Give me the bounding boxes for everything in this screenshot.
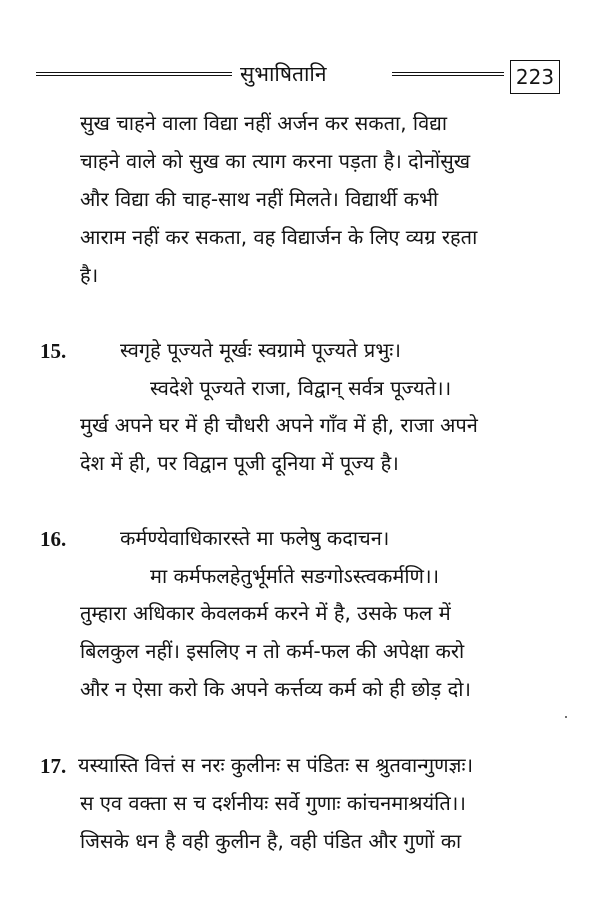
page-number: 223 (510, 60, 560, 94)
intro-line-5: है। (80, 263, 99, 287)
verse-16-sanskrit-2: मा कर्मफलहेतुर्भूर्माते सङगोऽस्त्वकर्मणि।। (150, 564, 440, 588)
book-title: सुभाषितानि (240, 62, 327, 86)
intro-line-2: चाहने वाले को सुख का त्याग करना पड़ता है। दोनोंसुख (80, 149, 471, 173)
intro-line-4: आराम नहीं कर सकता, वह विद्यार्जन के लिए व्यग्र रहता (80, 225, 478, 249)
verse-16-meaning-1: तुम्हारा अधिकार केवलकर्म करने में है, उसके फल में (80, 601, 451, 625)
verse-16-meaning-3: और न ऐसा करो कि अपने कर्त्तव्य कर्म को ही छोड़ दो। (80, 677, 471, 701)
header-rule-left (36, 72, 232, 76)
stray-mark (565, 716, 567, 718)
verse-16-sanskrit-1: कर्मण्येवाधिकारस्ते मा फलेषु कदाचन। (120, 526, 390, 550)
intro-line-3: और विद्या की चाह-साथ नहीं मिलते। विद्यार्थी कभी (80, 187, 439, 211)
verse-number-15: 15. (40, 339, 67, 363)
verse-number-16: 16. (40, 527, 67, 551)
verse-number-17: 17. (40, 754, 67, 778)
header-rule-right (392, 72, 504, 76)
verse-16-meaning-2: बिलकुल नहीं। इसलिए न तो कर्म-फल की अपेक्षा करो (80, 639, 465, 663)
page-header (36, 60, 564, 96)
verse-17-sanskrit-2: स एव वक्ता स च दर्शनीयः सर्वे गुणाः कांचनमाश्रयंति।। (80, 791, 466, 815)
intro-line-1: सुख चाहने वाला विद्या नहीं अर्जन कर सकता, विद्या (80, 111, 448, 135)
verse-17-sanskrit-1: यस्यास्ति वित्तं स नरः कुलीनः स पंडितः स श्रुतवान्गुणज्ञः। (78, 753, 474, 777)
verse-15-meaning-2: देश में ही, पर विद्वान पूजी दूनिया में पूज्य है। (80, 451, 399, 475)
verse-17-meaning-1: जिसके धन है वही कुलीन है, वही पंडित और गुणों का (80, 829, 462, 853)
verse-15-meaning-1: मुर्ख अपने घर में ही चौधरी अपने गाँव में ही, राजा अपने (80, 413, 478, 437)
verse-15-sanskrit-1: स्वगृहे पूज्यते मूर्खः स्वग्रामे पूज्यते प्रभुः। (120, 338, 401, 362)
verse-15-sanskrit-2: स्वदेशे पूज्यते राजा, विद्वान् सर्वत्र पूज्यते।। (150, 376, 452, 400)
